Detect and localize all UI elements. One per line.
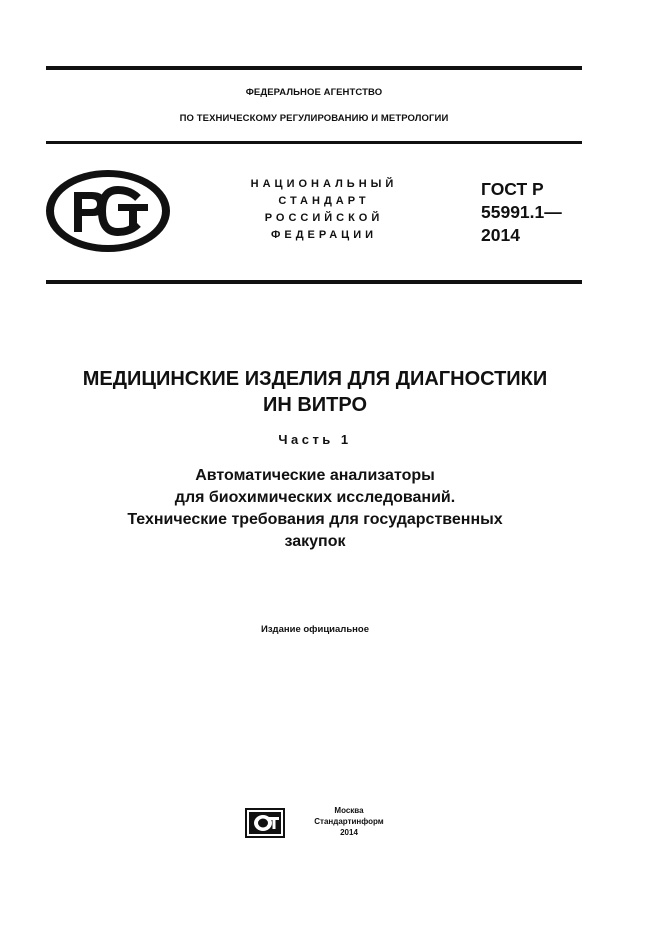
header-bottom-rule — [46, 280, 582, 284]
subtitle-line-1: Автоматические анализаторы — [195, 467, 435, 484]
imprint-city: Москва — [334, 806, 364, 815]
imprint-year: 2014 — [340, 828, 358, 837]
document-subtitle — [30, 465, 600, 553]
edition-label: Издание официальное — [261, 624, 369, 635]
imprint — [300, 805, 398, 838]
imprint-publisher: Стандартинформ — [314, 817, 384, 826]
national-standard-line-2: СТАНДАРТ — [278, 195, 370, 207]
standard-designation — [481, 178, 562, 247]
agency-line-1: ФЕДЕРАЛЬНОЕ АГЕНТСТВО — [245, 87, 383, 98]
subtitle-line-2: для биохимических исследований. — [174, 489, 456, 506]
document-title — [30, 366, 600, 418]
title-line-1: МЕДИЦИНСКИЕ ИЗДЕЛИЯ ДЛЯ ДИАГНОСТИКИ — [82, 368, 548, 390]
title-line-2: ИН ВИТРО — [262, 394, 368, 416]
part-label: Часть 1 — [278, 432, 352, 447]
designation-line-3: 2014 — [481, 225, 520, 245]
subtitle-line-3: Технические требования для государственных — [127, 511, 503, 528]
standartinform-logo-icon — [245, 808, 285, 838]
rst-certification-logo-icon — [44, 168, 172, 254]
national-standard-label — [220, 176, 428, 244]
national-standard-line-4: ФЕДЕРАЦИИ — [270, 229, 378, 241]
designation-line-2: 55991.1— — [481, 202, 562, 222]
agency-line-2: ПО ТЕХНИЧЕСКОМУ РЕГУЛИРОВАНИЮ И МЕТРОЛОГИИ — [179, 113, 449, 124]
national-standard-line-1: НАЦИОНАЛЬНЫЙ — [250, 178, 398, 190]
designation-line-1: ГОСТ Р — [481, 179, 544, 199]
top-rule — [46, 66, 582, 70]
national-standard-line-3: РОССИЙСКОЙ — [264, 212, 384, 224]
subtitle-line-4: закупок — [284, 533, 346, 550]
header-rule — [46, 141, 582, 144]
